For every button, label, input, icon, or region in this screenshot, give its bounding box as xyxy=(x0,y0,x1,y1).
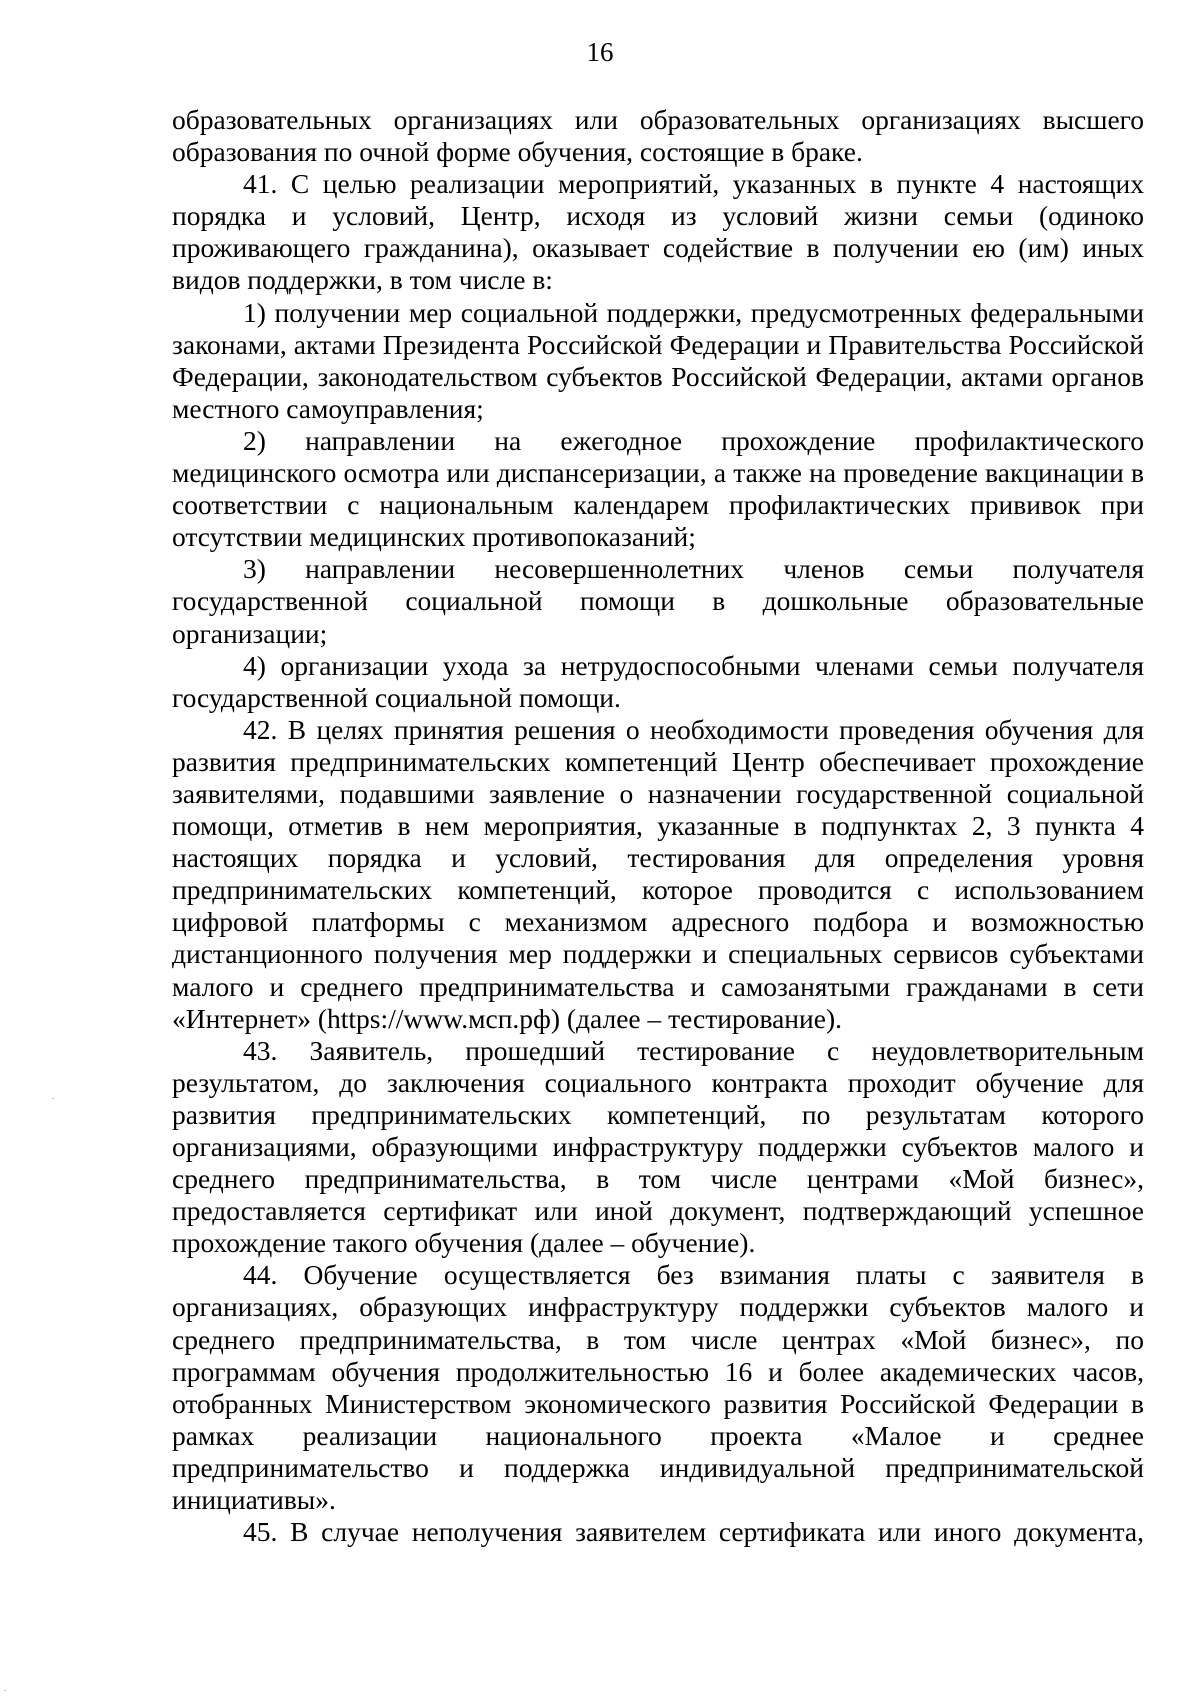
paragraph-41-item-2: 2) направлении на ежегодное прохождение профилактического медицинского осмотра или диспансеризации, а также на проведение вакцинации в соответствии с национальным календарем профилактических прививок при отсутствии медицинских противопоказаний; xyxy=(172,424,1144,553)
paragraph-44: 44. Обучение осуществляется без взимания платы с заявителя в организациях, образующих инфраструктуру поддержки субъектов малого и среднего предпринимательства, в том числе центрах «Мой бизнес», по программам обучения продолжительностью 16 и более академических часов, отобранных Министерством экономического развития Российской Федерации в рамках реализации национального проекта «Малое и среднее предпринимательство и поддержка индивидуальной предпринимательской инициативы». xyxy=(172,1259,1144,1516)
paragraph-41: 41. С целью реализации мероприятий, указанных в пункте 4 настоящих порядка и условий, Центр, исходя из условий жизни семьи (одиноко проживающего гражданина), оказывает содействие в получении ею (им) иных видов поддержки, в том числе в: xyxy=(172,168,1144,296)
page-number: 16 xyxy=(586,37,614,67)
paragraph-41-item-4: 4) организации ухода за нетрудоспособными членами семьи получателя государственной социальной помощи. xyxy=(172,649,1144,713)
scan-artifact xyxy=(4,1690,6,1691)
paragraph-41-item-1: 1) получении мер социальной поддержки, предусмотренных федеральными законами, актами Президента Российской Федерации и Правительства Российской Федерации, законодательством субъектов Российской Федерации, актами органов местного самоуправления; xyxy=(172,296,1144,424)
paragraph-continuation: образовательных организациях или образовательных организациях высшего образования по очной форме обучения, состоящие в браке. xyxy=(172,104,1144,168)
paragraph-41-item-3: 3) направлении несовершеннолетних членов семьи получателя государственной социальной помощи в дошкольные образовательные организации; xyxy=(172,553,1144,649)
paragraph-45: 45. В случае неполучения заявителем сертификата или иного документа, xyxy=(243,1516,1144,1548)
scan-artifact xyxy=(52,1098,54,1099)
document-body xyxy=(172,104,1144,1548)
paragraph-43: 43. Заявитель, прошедший тестирование с неудовлетворительным результатом, до заключения социального контракта проходит обучение для развития предпринимательских компетенций, по результатам которого организациями, образующими инфраструктуру поддержки субъектов малого и среднего предпринимательства, в том числе центрами «Мой бизнес», предоставляется сертификат или иной документ, подтверждающий успешное прохождение такого обучения (далее – обучение). xyxy=(172,1034,1144,1259)
paragraph-42: 42. В целях принятия решения о необходимости проведения обучения для развития предпринимательских компетенций Центр обеспечивает прохождение заявителями, подавшими заявление о назначении государственной социальной помощи, отметив в нем мероприятия, указанные в подпунктах 2, 3 пункта 4 настоящих порядка и условий, тестирования для определения уровня предпринимательских компетенций, которое проводится с использованием цифровой платформы с механизмом адресного подбора и возможностью дистанционного получения мер поддержки и специальных сервисов субъектами малого и среднего предпринимательства и самозанятыми гражданами в сети «Интернет» (https://www.мсп.рф) (далее – тестирование). xyxy=(172,713,1144,1034)
